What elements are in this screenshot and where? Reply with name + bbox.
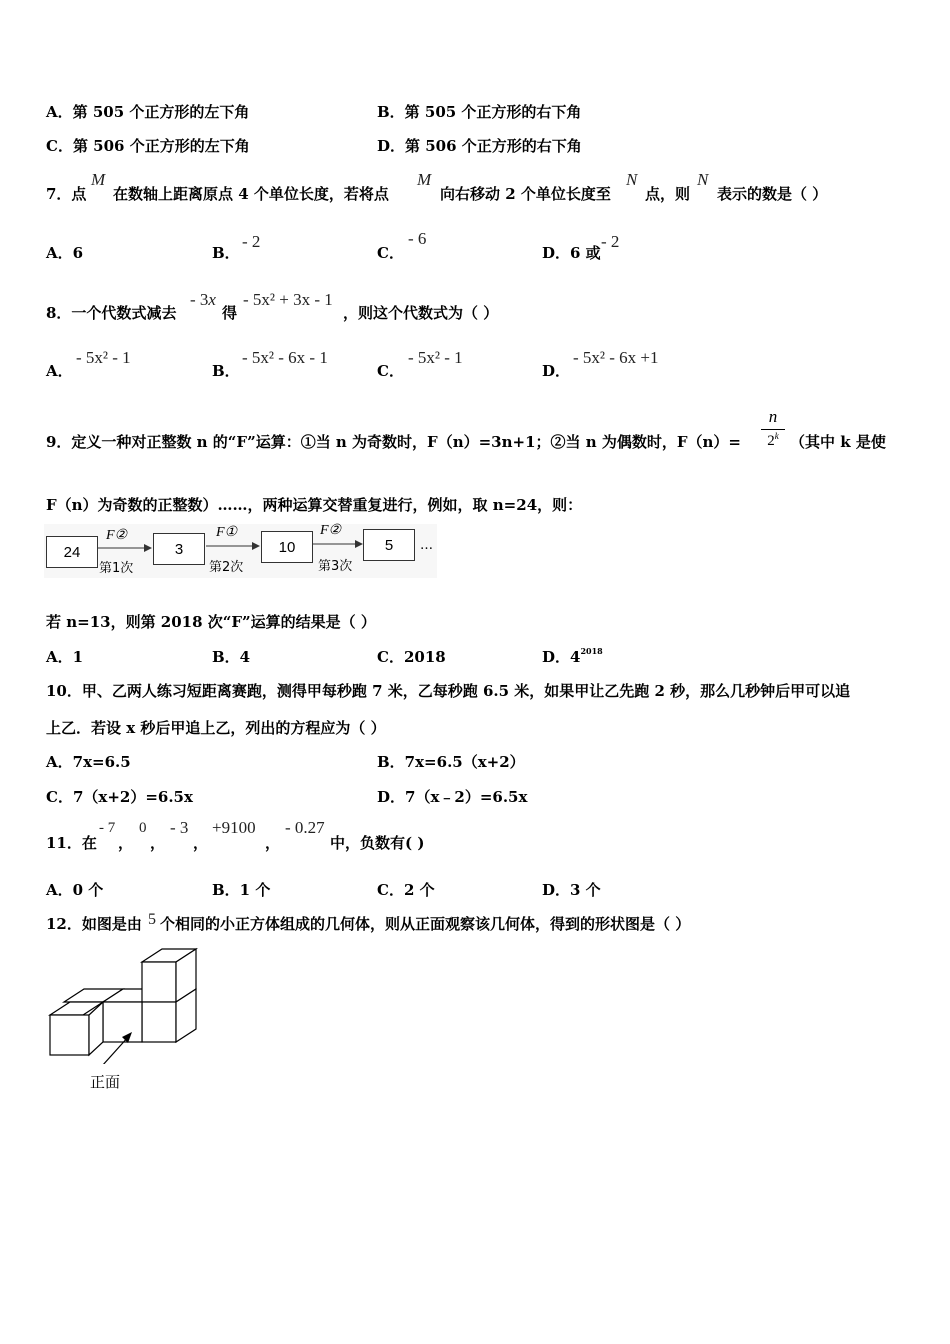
q9-option-b: B．4 bbox=[212, 648, 251, 666]
q11-sep-3: ， bbox=[193, 834, 209, 852]
q12-text-1: 12．如图是由 bbox=[46, 915, 142, 933]
q7-n-1: N bbox=[626, 170, 638, 189]
q9-line-2: F（n）为奇数的正整数）……，两种运算交替重复进行，例如，取 n=24，则： bbox=[46, 496, 583, 514]
q9-flow-box-2: 3 bbox=[153, 533, 205, 565]
q10-line-1: 10．甲、乙两人练习短距离赛跑，测得甲每秒跑 7 米，乙每秒跑 6.5 米，如果甲让乙先跑 2 秒，那么几秒钟后甲可以追 bbox=[46, 682, 851, 700]
q10-option-b: B．7x=6.5（x+2） bbox=[377, 753, 525, 771]
q10-option-c: C．7（x+2）=6.5x bbox=[46, 788, 193, 806]
q8-option-b: B． bbox=[212, 362, 240, 380]
q7-text-5: 表示的数是（ ） bbox=[717, 185, 828, 203]
q9-frac-denominator: 2$^k$ bbox=[767, 431, 779, 449]
q7-text-3: 向右移动 2 个单位长度至 bbox=[440, 185, 611, 203]
q10-line-2: 上乙．若设 x 秒后甲追上乙，列出的方程应为（ ） bbox=[46, 719, 386, 737]
q6-option-b: B．第 505 个正方形的右下角 bbox=[377, 103, 582, 121]
q11-num-5: - 0.27 bbox=[285, 818, 325, 837]
q9-flow-step-3: 第3次 bbox=[318, 559, 353, 574]
q8-option-d: D． bbox=[542, 362, 571, 380]
q7-option-d-value: - 2 bbox=[601, 232, 620, 251]
q9-flow-op-1: F② bbox=[106, 528, 128, 543]
q11-option-c: C．2 个 bbox=[377, 881, 435, 899]
q11-sep-4: ， bbox=[265, 834, 281, 852]
q8-option-c-value: - 5x² - 1 bbox=[408, 348, 463, 367]
q11-num-3: - 3 bbox=[170, 818, 189, 837]
q7-text-4: 点，则 bbox=[645, 185, 691, 203]
q11-num-1: - 7 bbox=[99, 820, 116, 836]
q8-text-2: 得 bbox=[222, 304, 238, 322]
q11-option-a: A．0 个 bbox=[46, 881, 104, 899]
q10-option-a: A．7x=6.5 bbox=[46, 753, 131, 771]
q8-expr-2: - 5x² + 3x - 1 bbox=[243, 290, 333, 309]
q8-text-3: ，则这个代数式为（ ） bbox=[343, 304, 499, 322]
q9-flow-box-3: 10 bbox=[261, 531, 313, 563]
q9-flow-arrow-2 bbox=[204, 538, 264, 552]
q8-option-c: C． bbox=[377, 362, 404, 380]
q9-frac-bar bbox=[761, 429, 785, 430]
q9-frac-numerator: n bbox=[768, 407, 778, 426]
q7-option-b: B． bbox=[212, 244, 240, 262]
q9-flow-step-2: 第2次 bbox=[209, 560, 244, 575]
q8-option-a-value: - 5x² - 1 bbox=[76, 348, 131, 367]
q9-flow-op-2: F① bbox=[216, 525, 238, 540]
q9-option-c: C．2018 bbox=[377, 648, 446, 666]
q10-option-d: D．7（x﹣2）=6.5x bbox=[377, 788, 528, 806]
q12-cube-figure bbox=[44, 944, 204, 1064]
q9-flow-box-4: 5 bbox=[363, 529, 415, 561]
q7-option-d: D．6 或 bbox=[542, 244, 601, 262]
q7-text-1: 7．点 bbox=[46, 185, 87, 203]
q11-text-2: 中，负数有( ) bbox=[330, 834, 425, 852]
q8-option-a: A． bbox=[46, 362, 73, 380]
q12-number: 5 bbox=[148, 911, 156, 928]
q11-num-2: 0 bbox=[139, 820, 147, 836]
q11-sep-2: ， bbox=[150, 834, 166, 852]
q7-m-1: M bbox=[91, 170, 106, 189]
q8-expr-1: - 3x bbox=[190, 290, 216, 309]
q11-option-d: D．3 个 bbox=[542, 881, 601, 899]
q11-sep-1: ， bbox=[118, 834, 134, 852]
q9-line-1: 9．定义一种对正整数 n 的“F”运算：①当 n 为奇数时，F（n）=3n+1；②当 n 为偶数时，F（n）= bbox=[46, 433, 741, 451]
q9-option-d: D．$4^{2018}$ bbox=[542, 646, 603, 666]
q7-option-b-value: - 2 bbox=[242, 232, 261, 251]
q9-flow-arrow-3 bbox=[311, 536, 367, 550]
q9-question: 若 n=13，则第 2018 次“F”运算的结果是（ ） bbox=[46, 613, 376, 631]
q12-front-label: 正面 bbox=[90, 1073, 121, 1091]
q7-n-2: N bbox=[697, 170, 709, 189]
q8-option-d-value: - 5x² - 6x +1 bbox=[573, 348, 659, 367]
q7-m-2: M bbox=[417, 170, 432, 189]
q9-line-1-end: （其中 k 是使 bbox=[790, 433, 886, 451]
q6-option-a: A．第 505 个正方形的左下角 bbox=[46, 103, 250, 121]
q9-flow-step-1: 第1次 bbox=[99, 561, 134, 576]
q6-option-c: C．第 506 个正方形的左下角 bbox=[46, 137, 250, 155]
q9-flow-ellipsis: … bbox=[420, 538, 433, 553]
q7-text-2: 在数轴上距离原点 4 个单位长度，若将点 bbox=[113, 185, 389, 203]
q9-flow-arrow-1 bbox=[96, 540, 156, 554]
q7-option-c-value: - 6 bbox=[408, 229, 427, 248]
q11-option-b: B．1 个 bbox=[212, 881, 271, 899]
q9-flow-op-3: F② bbox=[320, 523, 342, 538]
q11-num-4: +9100 bbox=[212, 818, 256, 837]
q7-option-a: A．6 bbox=[46, 244, 84, 262]
q9-option-a: A．1 bbox=[46, 648, 84, 666]
q7-option-c: C． bbox=[377, 244, 404, 262]
q11-text-1: 11．在 bbox=[46, 834, 97, 852]
q6-option-d: D．第 506 个正方形的右下角 bbox=[377, 137, 582, 155]
q9-flow-box-1: 24 bbox=[46, 536, 98, 568]
q8-option-b-value: - 5x² - 6x - 1 bbox=[242, 348, 328, 367]
q8-text-1: 8．一个代数式减去 bbox=[46, 304, 177, 322]
q12-text-2: 个相同的小正方体组成的几何体，则从正面观察该几何体，得到的形状图是（ ） bbox=[160, 915, 691, 933]
